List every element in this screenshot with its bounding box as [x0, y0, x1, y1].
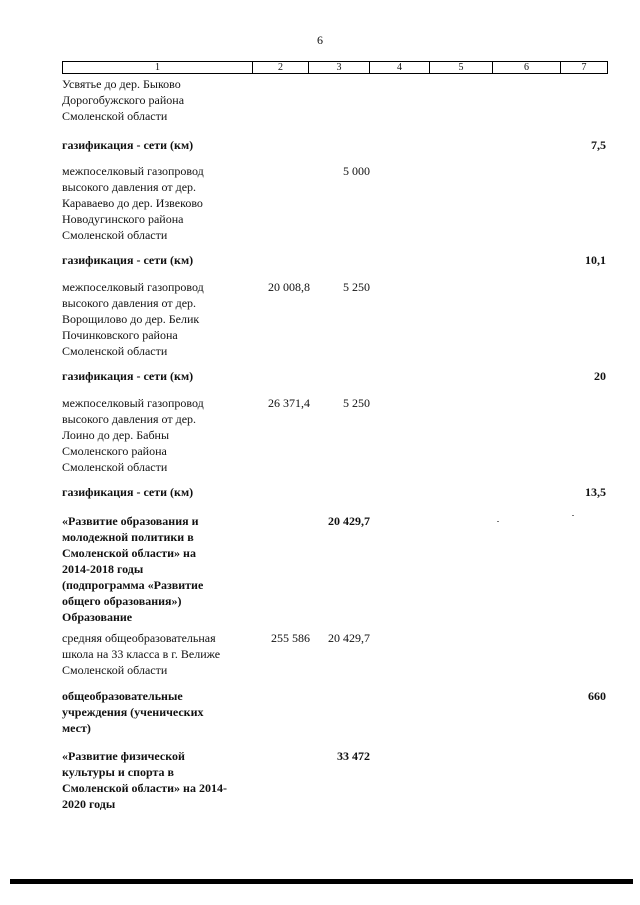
row-6-col-7: 20	[594, 369, 606, 383]
row-4-description: газификация - сети (км)	[62, 253, 194, 267]
header-col-6: 6	[493, 62, 561, 73]
row-8-col-7: 13,5	[585, 485, 606, 499]
row-5-description: межпоселковый газопровод высокого давления от дер. Ворощилово до дер. Белик Починковского района Смоленской области	[62, 280, 204, 358]
row-10-col-2: 255 586	[271, 631, 310, 645]
page-number: 6	[317, 33, 323, 47]
scan-speck	[572, 515, 574, 516]
row-3-description: межпоселковый газопровод высокого давления от дер. Караваево до дер. Извеково Новодугинского района Смоленской области	[62, 164, 204, 242]
scan-speck	[497, 521, 499, 522]
row-7-col-3: 5 250	[343, 396, 370, 410]
header-col-3: 3	[309, 62, 370, 73]
row-11-col-7: 660	[588, 689, 606, 703]
header-col-2: 2	[253, 62, 309, 73]
bottom-scan-bar	[10, 879, 633, 884]
column-header-row	[62, 61, 608, 74]
row-7-description: межпоселковый газопровод высокого давления от дер. Лоино до дер. Бабны Смоленского района Смоленской области	[62, 396, 204, 474]
row-8-description: газификация - сети (км)	[62, 485, 194, 499]
header-col-4: 4	[370, 62, 430, 73]
row-5-col-2: 20 008,8	[268, 280, 310, 294]
row-12-col-3: 33 472	[337, 749, 370, 763]
row-11-description: общеобразовательные учреждения (ученических мест)	[62, 689, 204, 735]
row-10-col-3: 20 429,7	[328, 631, 370, 645]
row-12-description: «Развитие физической культуры и спорта в Смоленской области» на 2014- 2020 годы	[62, 749, 227, 811]
row-4-col-7: 10,1	[585, 253, 606, 267]
row-9-description: «Развитие образования и молодежной политики в Смоленской области» на 2014-2018 годы (подпрограмма «Развитие общего образования») Образование	[62, 514, 204, 624]
header-col-5: 5	[430, 62, 493, 73]
row-1-description: Усвятье до дер. Быково Дорогобужского района Смоленской области	[62, 77, 185, 123]
row-9-col-3: 20 429,7	[328, 514, 370, 528]
row-10-description: средняя общеобразовательная школа на 33 класса в г. Велиже Смоленской области	[62, 631, 221, 677]
row-7-col-2: 26 371,4	[268, 396, 310, 410]
row-2-description: газификация - сети (км)	[62, 138, 194, 152]
row-5-col-3: 5 250	[343, 280, 370, 294]
header-col-1: 1	[63, 62, 253, 73]
row-3-col-3: 5 000	[343, 164, 370, 178]
row-2-col-7: 7,5	[591, 138, 606, 152]
row-6-description: газификация - сети (км)	[62, 369, 194, 383]
header-col-7: 7	[581, 62, 587, 73]
